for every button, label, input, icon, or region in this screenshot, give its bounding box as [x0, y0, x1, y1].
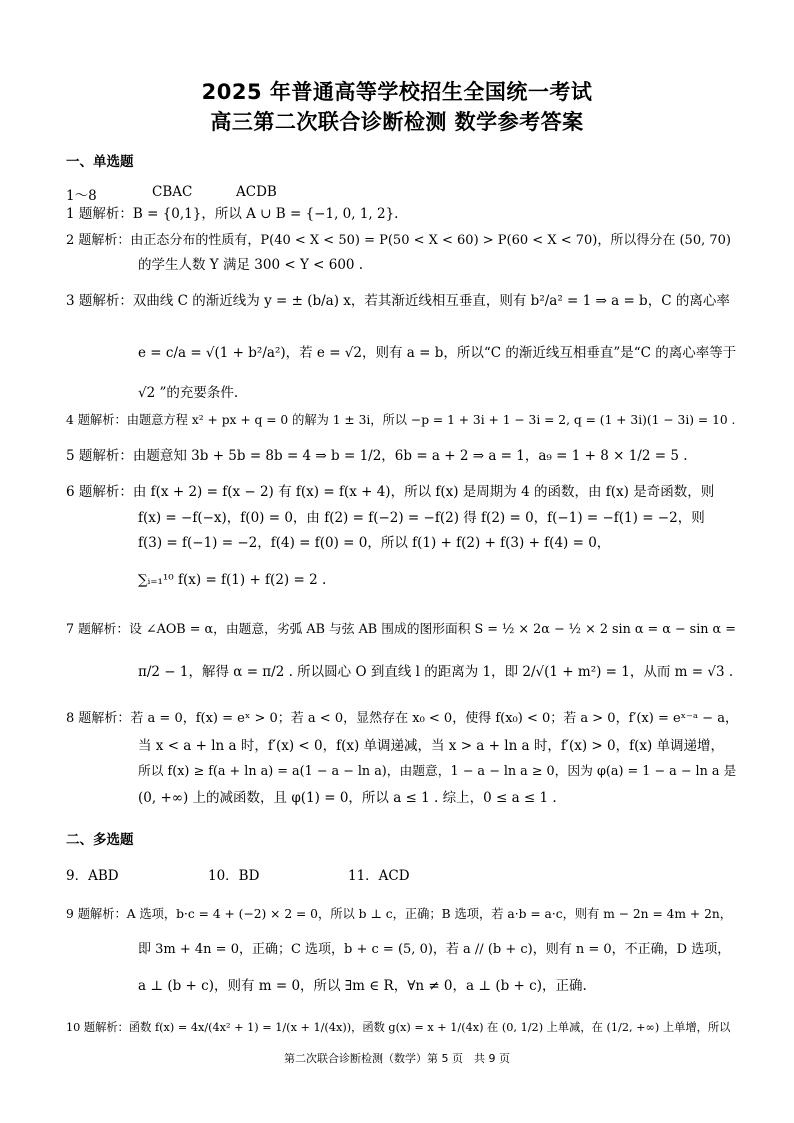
answer-q10: 10．BD	[208, 868, 260, 884]
document-title-line-1: 2025 年普通高等学校招生全国统一考试	[201, 80, 593, 104]
answer-group-1: CBAC	[152, 184, 193, 200]
solution-line: 5 题解析：由题意知 3b + 5b = 8b = 4 ⇒ b = 1/2，6b = a + 2 ⇒ a = 1，a₉ = 1 + 8 × 1/2 = 5 .	[66, 448, 688, 464]
solution-line: 所以 f(x) ≥ f(a + ln a) = a(1 − a − ln a)，由题意，1 − a − ln a ≥ 0，因为 φ(a) = 1 − a − ln a 是	[138, 764, 737, 779]
solution-line: a ⊥ (b + c)，则有 m = 0，所以 ∃m ∈ R，∀n ≠ 0，a ⊥ (b + c)，正确.	[138, 978, 587, 994]
solution-line: 4 题解析：由题意方程 x² + px + q = 0 的解为 1 ± 3i，所以 −p = 1 + 3i + 1 − 3i = 2, q = (1 + 3i)(1 − 3i) = 10 .	[66, 413, 736, 427]
solution-line: π/2 − 1，解得 α = π/2 . 所以圆心 O 到直线 l 的距离为 1，即 2/√(1 + m²) = 1，从而 m = √3 .	[138, 664, 734, 680]
solution-line: f(3) = f(−1) = −2，f(4) = f(0) = 0，所以 f(1) + f(2) + f(3) + f(4) = 0，	[138, 535, 611, 551]
solution-line: ∑ᵢ₌₁¹⁰ f(x) = f(1) + f(2) = 2 .	[138, 572, 327, 588]
answer-group-2: ACDB	[236, 184, 277, 200]
solution-line: e = c/a = √(1 + b²/a²)，若 e = √2，则有 a = b，所以“C 的渐近线互相垂直”是“C 的离心率等于	[138, 345, 737, 361]
solution-line: 9 题解析：A 选项，b·c = 4 + (−2) × 2 = 0，所以 b ⊥ c，正确；B 选项，若 a·b = a·c，则有 m − 2n = 4m + 2n，	[66, 907, 733, 921]
solution-line: 2 题解析：由正态分布的性质有，P(40 < X < 50) = P(50 < X < 60) > P(60 < X < 70)，所以得分在 (50, 70)	[66, 233, 731, 248]
solution-line: 1 题解析：B = {0,1}，所以 A ∪ B = {−1, 0, 1, 2}.	[66, 206, 399, 222]
answer-q9: 9．ABD	[66, 868, 119, 884]
solution-line: (0, +∞) 上的减函数，且 φ(1) = 0，所以 a ≤ 1 . 综上，0 ≤ a ≤ 1 .	[138, 790, 557, 806]
answer-range: 1～8	[66, 188, 97, 204]
solution-line: 即 3m + 4n = 0，正确；C 选项，b + c = (5, 0)，若 a // (b + c)，则有 n = 0，不正确，D 选项，	[138, 942, 731, 957]
document-title-line-2: 高三第二次联合诊断检测 数学参考答案	[210, 110, 584, 134]
section-heading-single-choice: 一、单选题	[66, 154, 134, 170]
solution-line: f(x) = −f(−x)，f(0) = 0，由 f(2) = f(−2) = −f(2) 得 f(2) = 0，f(−1) = −f(1) = −2，则	[138, 510, 705, 526]
solution-line: 6 题解析：由 f(x + 2) = f(x − 2) 有 f(x) = f(x + 4)，所以 f(x) 是周期为 4 的函数，由 f(x) 是奇函数，则	[66, 484, 715, 500]
page-footer: 第二次联合诊断检测（数学）第 5 页 共 9 页	[284, 1052, 510, 1065]
solution-line: √2 ”的充要条件.	[138, 385, 239, 401]
solution-line: 3 题解析：双曲线 C 的渐近线为 y = ± (b/a) x，若其渐近线相互垂直，则有 b²/a² = 1 ⇒ a = b，C 的离心率	[66, 293, 730, 309]
answer-q11: 11．ACD	[348, 868, 410, 884]
solution-line: 的学生人数 Y 满足 300 < Y < 600 .	[138, 257, 364, 273]
section-heading-multiple-choice: 二、多选题	[66, 832, 134, 848]
solution-line: 当 x < a + ln a 时，f′(x) < 0，f(x) 单调递减，当 x > a + ln a 时，f′(x) > 0，f(x) 单调递增，	[138, 738, 725, 754]
solution-line: 7 题解析：设 ∠AOB = α，由题意，劣弧 AB 与弦 AB 围成的图形面积 S = ½ × 2α − ½ × 2 sin α = α − sin α =	[66, 622, 736, 637]
solution-line: 10 题解析：函数 f(x) = 4x/(4x² + 1) = 1/(x + 1/(4x))，函数 g(x) = x + 1/(4x) 在 (0, 1/2) 上单减，在 (1/2, +∞) 上单增，所以	[66, 1021, 731, 1034]
solution-line: 8 题解析：若 a = 0，f(x) = eˣ > 0；若 a < 0，显然存在 x₀ < 0，使得 f(x₀) < 0；若 a > 0，f′(x) = eˣ⁻ᵃ − a，	[66, 711, 738, 726]
